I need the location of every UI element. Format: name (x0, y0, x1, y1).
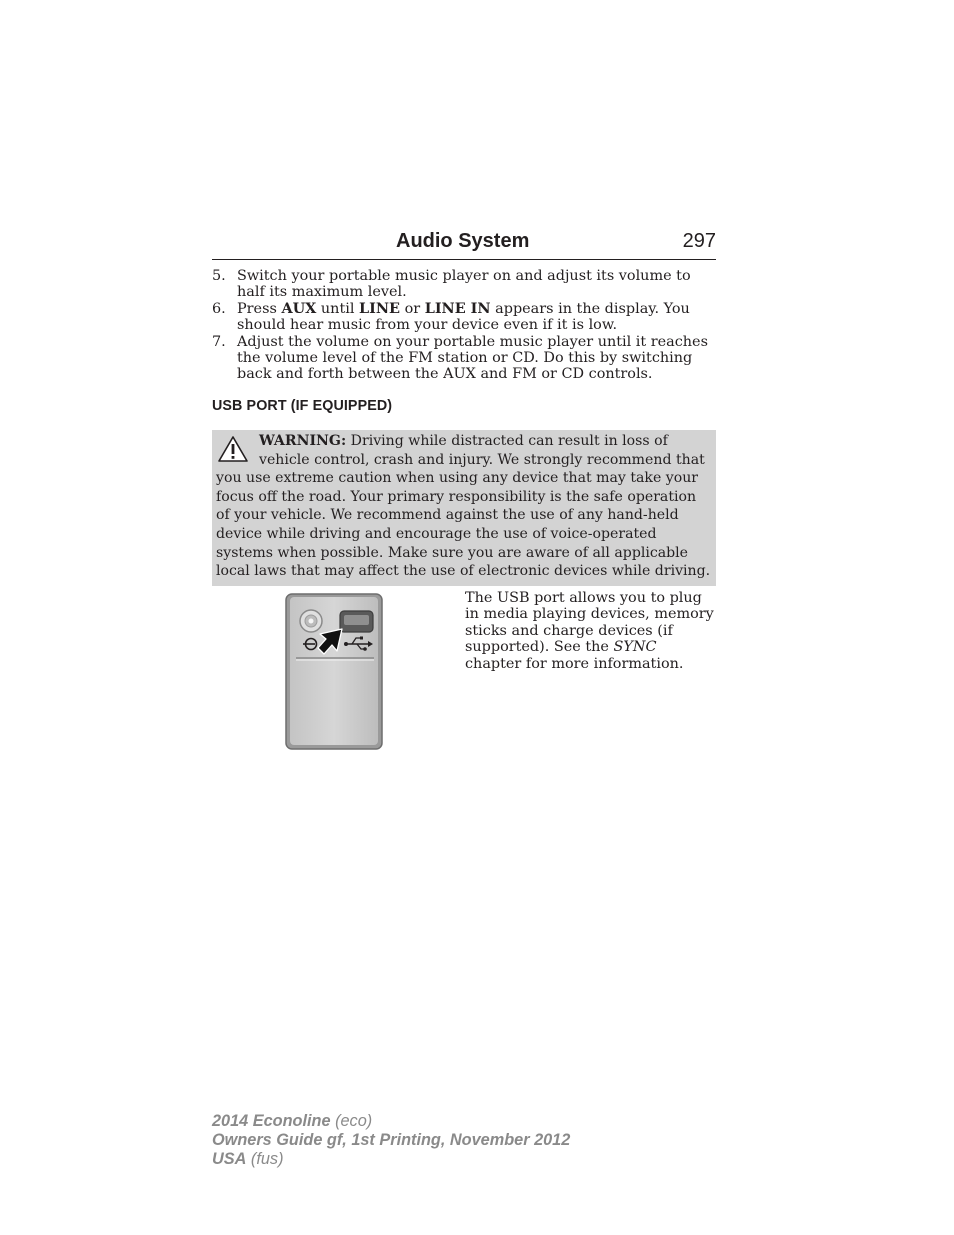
warning-box (212, 430, 716, 586)
step-text: Switch your portable music player on and adjust its volume to half its maximum level. (237, 268, 691, 301)
footer-line-market: USA (fus) (212, 1150, 284, 1168)
usb-port-illustration (284, 592, 386, 752)
line-display-name: LINE (359, 299, 400, 317)
chapter-title: Audio System (396, 230, 530, 252)
step-text: Adjust the volume on your portable music player until it reaches the volume level of the FM station or CD. Do this by switching back and forth between the AUX and FM or CD controls. (237, 333, 708, 383)
warning-label: WARNING: (259, 433, 347, 449)
usb-description: The USB port allows you to plug in media playing devices, memory sticks and charge devices (if supported). See the SYNC chapter for more information. (465, 590, 714, 672)
aux-control-name: AUX (281, 299, 317, 317)
step-number: 6. (212, 300, 226, 317)
page-header (212, 229, 716, 260)
section-heading: USB PORT (IF EQUIPPED) (212, 398, 393, 414)
step-text: Press AUX until LINE or LINE IN appears in the display. You should hear music from your device even if it is low. (237, 299, 690, 334)
warning-body: Driving while distracted can result in loss of vehicle control, crash and injury. We strongly recommend that you use extreme caution when using any device that may take your focus off the road. Your primary responsibility is the safe operation of your vehicle. We recommend against the use of any hand-held device while driving and encourage the use of voice-operated systems when possible. Make sure you are aware of all applicable local laws that may affect the use of electronic devices while driving. (216, 433, 711, 580)
step-number: 5. (212, 268, 226, 284)
step-item (212, 268, 716, 301)
page-number: 297 (682, 230, 716, 252)
footer-line-edition: Owners Guide gf, 1st Printing, November 2012 (212, 1131, 571, 1149)
step-item (212, 334, 716, 383)
footer-line-model: 2014 Econoline (eco) (212, 1112, 373, 1130)
line-in-display-name: LINE IN (424, 299, 491, 317)
sync-reference: SYNC (613, 639, 657, 656)
step-number: 7. (212, 333, 226, 350)
page-footer (212, 1112, 570, 1169)
warning-text (216, 432, 714, 581)
step-item (212, 301, 716, 334)
instruction-steps (212, 268, 716, 383)
